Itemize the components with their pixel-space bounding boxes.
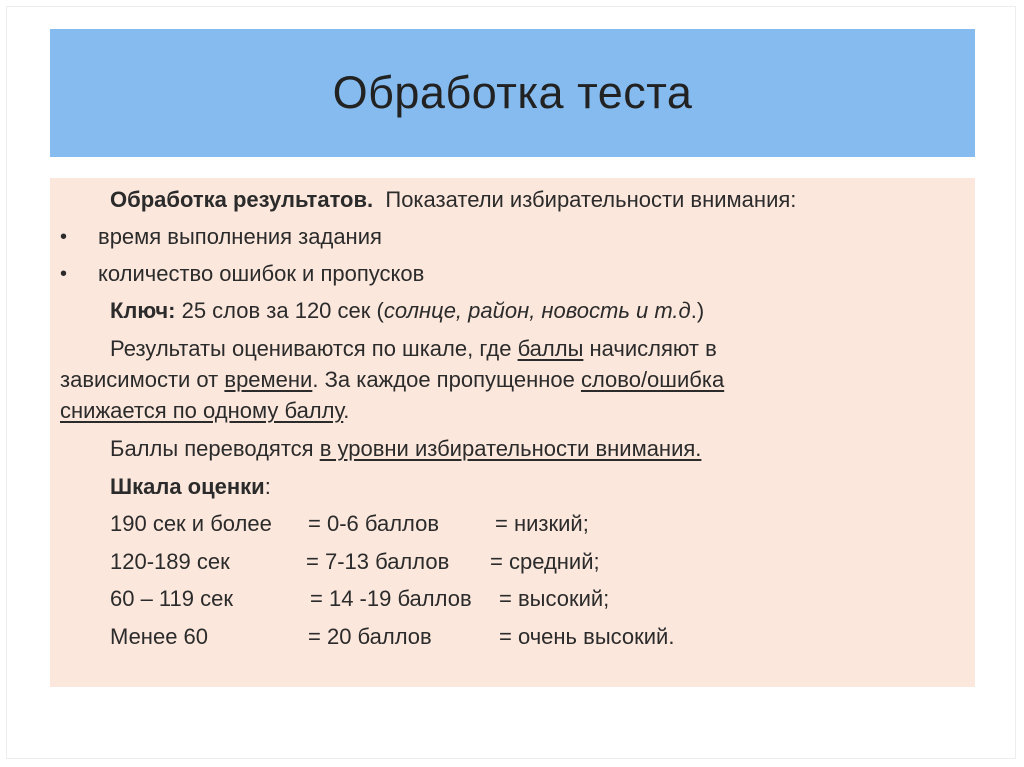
results-line-3 xyxy=(60,398,349,424)
results-text: зависимости от xyxy=(60,367,225,392)
key-text: 25 слов за 120 сек ( xyxy=(181,298,384,323)
scale-level: = средний; xyxy=(490,549,600,574)
bullet-marker: • xyxy=(60,226,68,248)
intro-line xyxy=(110,187,796,213)
bullet-item-time: время выполнения задания xyxy=(98,224,382,249)
bullet-item-errors: количество ошибок и пропусков xyxy=(98,261,425,286)
scale-time: 60 – 119 сек xyxy=(110,586,233,611)
scale-time: 190 сек и более xyxy=(110,511,272,536)
bullet-marker: • xyxy=(60,263,68,285)
scale-heading xyxy=(110,474,271,500)
results-underline-time: времени xyxy=(224,367,313,392)
results-text: Результаты оцениваются по шкале, где xyxy=(110,336,518,361)
content-box xyxy=(50,178,975,687)
scale-time: 120-189 сек xyxy=(110,549,230,574)
scale-time: Менее 60 xyxy=(110,624,209,649)
results-line-1 xyxy=(110,336,717,362)
scale-points: = 14 -19 баллов xyxy=(310,586,472,611)
results-line-2 xyxy=(60,367,724,393)
scale-colon: : xyxy=(264,474,271,499)
title-bar xyxy=(50,29,975,157)
scale-label: Шкала оценки xyxy=(110,474,265,499)
results-text: начисляют в xyxy=(583,336,717,361)
key-line xyxy=(110,298,704,324)
key-label: Ключ: xyxy=(110,298,176,323)
results-underline-decrease: снижается по одному баллу xyxy=(60,398,344,423)
scale-level: = очень высокий. xyxy=(499,624,675,649)
results-underline-word: слово/ошибка xyxy=(580,367,725,392)
key-end: .) xyxy=(690,298,705,323)
scale-points: = 0-6 баллов xyxy=(308,511,440,536)
slide-title: Обработка теста xyxy=(332,67,693,118)
conversion-underline: в уровни избирательности внимания. xyxy=(319,436,702,461)
intro-text: Показатели избирательности внимания: xyxy=(385,187,797,212)
results-underline-points: баллы xyxy=(517,336,584,361)
conversion-text: Баллы переводятся xyxy=(110,436,320,461)
results-text: . xyxy=(343,398,350,423)
scale-level: = низкий; xyxy=(495,511,589,536)
scale-points: = 7-13 баллов xyxy=(306,549,450,574)
results-text: . За каждое пропущенное xyxy=(312,367,581,392)
conversion-line xyxy=(110,436,701,462)
scale-level: = высокий; xyxy=(499,586,610,611)
intro-label: Обработка результатов. xyxy=(110,187,374,212)
scale-points: = 20 баллов xyxy=(308,624,432,649)
key-examples: солнце, район, новость и т.д xyxy=(383,298,691,323)
